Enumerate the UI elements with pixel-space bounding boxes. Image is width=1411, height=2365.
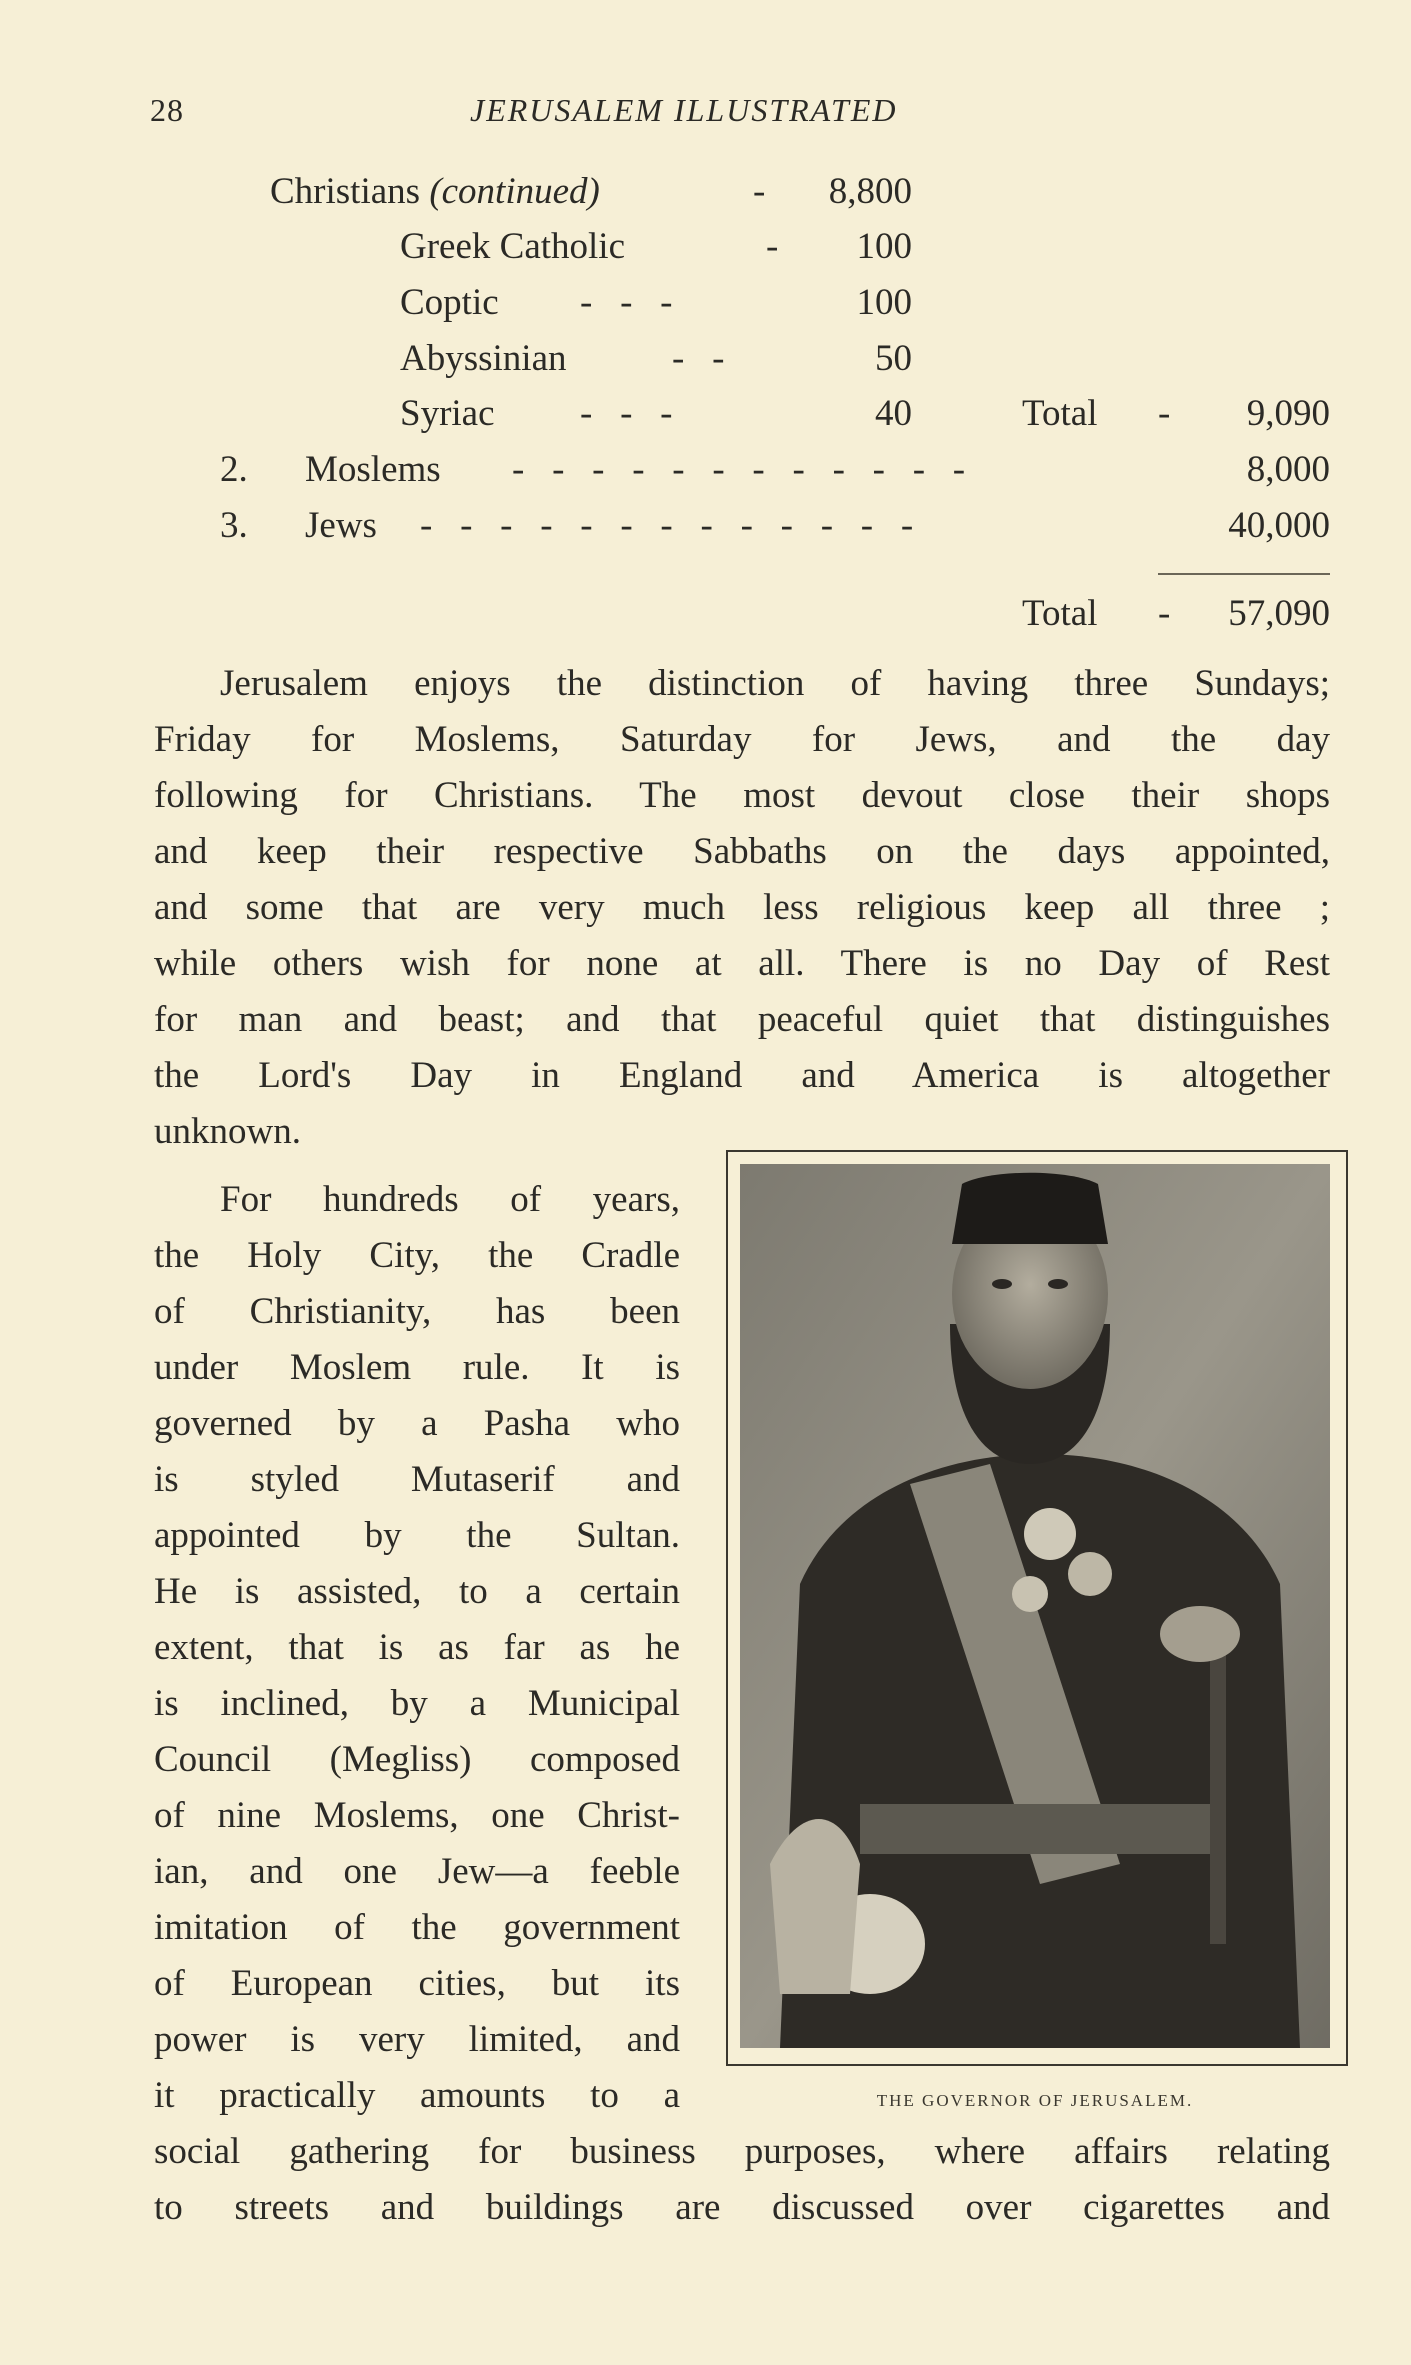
text-line: for man and beast; and that peaceful quiet that distinguishes [154, 999, 1330, 1040]
text-line: is styled Mutaserif and [154, 1459, 680, 1500]
text-line: of Christianity, has been [154, 1291, 680, 1332]
figure-caption: THE GOVERNOR OF JERUSALEM. [876, 2091, 1194, 2110]
subgroup-value: 40 [875, 393, 912, 434]
subgroup-label: Abyssinian [400, 338, 567, 379]
subgroup-value: 50 [875, 338, 912, 379]
paragraph-sundays [154, 656, 1330, 1160]
moslems-label: Moslems [305, 449, 441, 490]
running-title: JERUSALEM ILLUSTRATED [470, 92, 898, 128]
subgroup-dashes: - - - [580, 282, 673, 323]
moslems-value: 8,000 [1246, 449, 1330, 490]
portrait-photo [740, 1164, 1330, 2048]
subgroup-label: Coptic [400, 282, 499, 323]
text-line: unknown. [154, 1111, 301, 1152]
text-line: is inclined, by a Municipal [154, 1683, 680, 1724]
christian-total-label: Total [1022, 393, 1098, 434]
text-line: of European cities, but its [154, 1963, 680, 2004]
christians-value: 8,800 [828, 171, 912, 212]
text-line: following for Christians. The most devout close their shops [154, 775, 1330, 816]
subgroup-dashes: - [766, 226, 779, 267]
jews-value: 40,000 [1228, 505, 1330, 546]
text-line: and some that are very much less religious keep all three ; [154, 887, 1330, 928]
subgroup-dashes: - - - [580, 393, 673, 434]
text-line: He is assisted, to a certain [154, 1571, 680, 1612]
text-line: and keep their respective Sabbaths on the days appointed, [154, 831, 1330, 872]
jews-label: Jews [305, 505, 377, 546]
christian-total-dash: - [1158, 393, 1171, 434]
christians-note: (continued) [429, 171, 600, 212]
text-line: while others wish for none at all. There is no Day of Rest [154, 943, 1330, 984]
page-number: 28 [150, 92, 184, 128]
grand-total-dash: - [1158, 593, 1171, 634]
moslems-number: 2. [220, 449, 248, 490]
moslems-dashes: - - - - - - - - - - - - [512, 449, 966, 490]
sum-rule [1158, 573, 1330, 575]
christians-dash: - [753, 171, 766, 212]
text-line: under Moslem rule. It is [154, 1347, 680, 1388]
portrait-figure [726, 1150, 1348, 2066]
text-line: extent, that is as far as he [154, 1627, 680, 1668]
grand-total-value: 57,090 [1228, 593, 1330, 634]
text-line: the Lord's Day in England and America is altogether [154, 1055, 1330, 1096]
text-line: ian, and one Jew—a feeble [154, 1851, 680, 1892]
subgroup-dashes: - - [672, 338, 725, 379]
text-line: to streets and buildings are discussed over cigarettes and [154, 2187, 1330, 2228]
paragraph-government [154, 1172, 680, 2124]
text-line: of nine Moslems, one Christ- [154, 1795, 680, 1836]
text-line: governed by a Pasha who [154, 1403, 680, 1444]
subgroup-label: Syriac [400, 393, 495, 434]
text-line: appointed by the Sultan. [154, 1515, 680, 1556]
subgroup-value: 100 [856, 226, 912, 267]
text-line: the Holy City, the Cradle [154, 1235, 680, 1276]
grand-total-label: Total [1022, 593, 1098, 634]
text-line: power is very limited, and [154, 2019, 680, 2060]
jews-dashes: - - - - - - - - - - - - - [420, 505, 914, 546]
paragraph-government-continued [154, 2124, 1330, 2236]
running-head [150, 92, 1340, 136]
text-line: Friday for Moslems, Saturday for Jews, and the day [154, 719, 1330, 760]
governor-portrait [740, 1164, 1330, 2048]
christian-total-value: 9,090 [1246, 393, 1330, 434]
jews-number: 3. [220, 505, 248, 546]
text-line: For hundreds of years, [220, 1179, 680, 1220]
subgroup-label: Greek Catholic [400, 226, 625, 267]
text-line: Council (Megliss) composed [154, 1739, 680, 1780]
text-line: imitation of the government [154, 1907, 680, 1948]
text-line: social gathering for business purposes, where affairs relating [154, 2131, 1330, 2172]
christians-label: Christians (continued) [270, 171, 600, 212]
subgroup-value: 100 [856, 282, 912, 323]
text-line: Jerusalem enjoys the distinction of having three Sundays; [220, 663, 1330, 704]
text-line: it practically amounts to a [154, 2075, 680, 2116]
